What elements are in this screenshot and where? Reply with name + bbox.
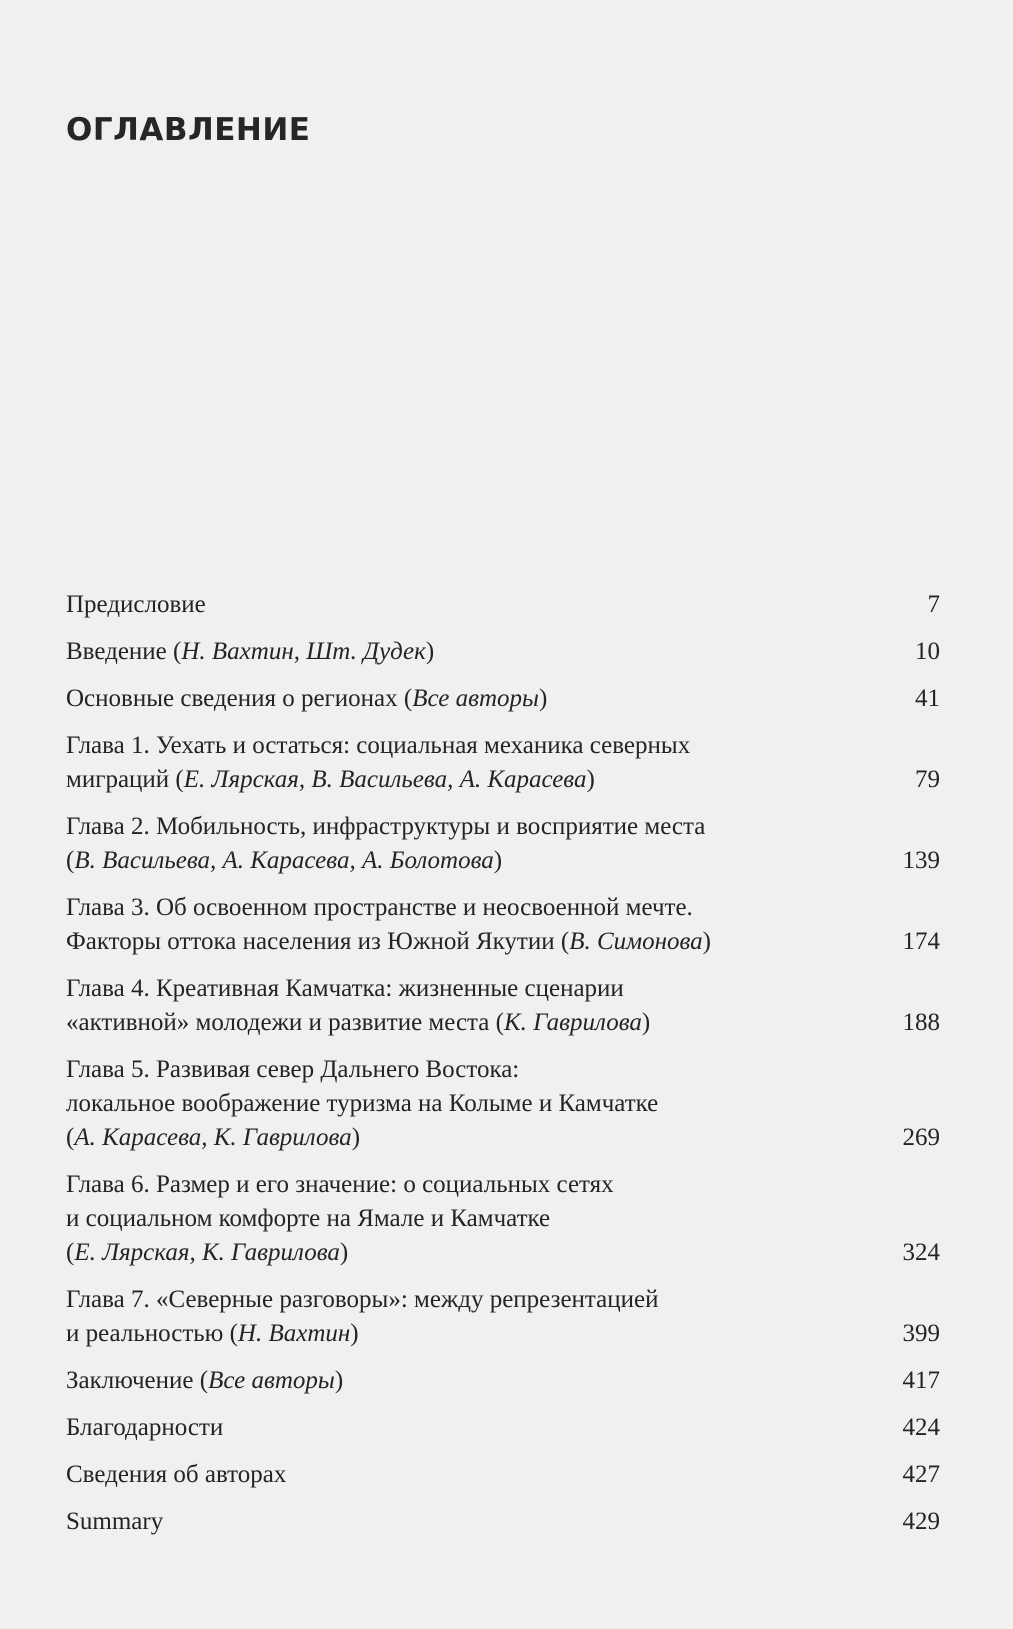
toc-entry-text: «активной» молодежи и развитие места ( <box>66 1009 504 1036</box>
toc-entry-title <box>66 729 860 797</box>
toc-page-number: 188 <box>902 1009 940 1036</box>
toc-entry-title <box>66 810 860 878</box>
toc-entry-line <box>66 1236 860 1270</box>
toc-entry-authors: Н. Вахтин, Шт. Дудек <box>181 638 426 665</box>
toc-entry <box>66 1364 940 1398</box>
toc-entry-closing-paren: ) <box>339 1239 349 1266</box>
toc-entry-authors: Все авторы <box>208 1367 335 1394</box>
toc-entry-line <box>66 1411 860 1445</box>
toc-entry-title <box>66 1053 860 1155</box>
toc-entry <box>66 972 940 1040</box>
toc-entry <box>66 1053 940 1155</box>
toc-entry-title <box>66 1364 860 1398</box>
toc-entry-line <box>66 1053 860 1087</box>
toc-entry-text: Предисловие <box>66 591 206 618</box>
toc-entry <box>66 682 940 716</box>
toc-entry <box>66 891 940 959</box>
toc-entry-line <box>66 844 860 878</box>
toc-entry-line <box>66 1202 860 1236</box>
toc-entry-title <box>66 972 860 1040</box>
toc-entry-closing-paren: ) <box>493 847 503 874</box>
toc-page-number: 427 <box>902 1461 940 1488</box>
toc-entry-authors: А. Карасева, К. Гаврилова <box>74 1124 352 1151</box>
toc-entry-text: Глава 3. Об освоенном пространстве и неосвоенной мечте. <box>66 894 693 921</box>
toc-entry <box>66 1458 940 1492</box>
toc-entry-text: Глава 6. Размер и его значение: о социальных сетях <box>66 1171 614 1198</box>
toc-entry-text: Заключение ( <box>66 1367 209 1394</box>
toc-entry-line <box>66 682 860 716</box>
toc-entry-title <box>66 1505 860 1539</box>
toc-entry-authors: Н. Вахтин <box>237 1320 351 1347</box>
toc-entry-authors: В. Симонова <box>569 928 703 955</box>
toc-entry-text: ( <box>66 847 75 874</box>
toc-entry-line <box>66 1121 860 1155</box>
toc-entry-line <box>66 1505 860 1539</box>
toc-entry-line <box>66 1006 860 1040</box>
toc-entry-authors: Е. Лярская, К. Гаврилова <box>74 1239 340 1266</box>
toc-entry-closing-paren: ) <box>350 1320 359 1347</box>
toc-entry <box>66 810 940 878</box>
toc-entry <box>66 588 940 622</box>
toc-entry-line <box>66 729 860 763</box>
table-of-contents <box>66 588 940 1552</box>
toc-entry-title <box>66 1411 860 1445</box>
toc-entry-line <box>66 1458 860 1492</box>
toc-entry <box>66 1283 940 1351</box>
toc-entry-line <box>66 763 860 797</box>
toc-page-number: 139 <box>902 847 940 874</box>
toc-entry-title <box>66 1458 860 1492</box>
toc-page-number: 174 <box>902 928 940 955</box>
toc-page-number: 429 <box>902 1508 940 1535</box>
toc-entry-title <box>66 588 860 622</box>
toc-entry-line <box>66 1283 860 1317</box>
toc-entry-line <box>66 588 860 622</box>
toc-entry-text: локальное воображение туризма на Колыме и Камчатке <box>66 1090 659 1117</box>
toc-entry-authors: Все авторы <box>412 685 539 712</box>
toc-entry-line <box>66 925 860 959</box>
toc-entry-line <box>66 635 860 669</box>
toc-entry-text: ( <box>66 1239 75 1266</box>
toc-entry-closing-paren: ) <box>425 638 435 665</box>
toc-entry-text: и реальностью ( <box>66 1320 238 1347</box>
toc-page-number: 79 <box>915 766 940 793</box>
toc-page-number: 424 <box>902 1414 940 1441</box>
toc-entry-closing-paren: ) <box>702 928 711 955</box>
toc-entry-closing-paren: ) <box>586 766 595 793</box>
toc-entry-text: Основные сведения о регионах ( <box>66 685 413 712</box>
toc-entry <box>66 1168 940 1270</box>
toc-entry-line <box>66 810 860 844</box>
toc-entry-title <box>66 635 860 669</box>
toc-entry-title <box>66 1283 860 1351</box>
toc-entry-closing-paren: ) <box>334 1367 344 1394</box>
toc-entry-text: Глава 1. Уехать и остаться: социальная механика северных <box>66 732 691 759</box>
toc-entry-authors: В. Васильева, А. Карасева, А. Болотова <box>74 847 494 874</box>
toc-entry-text: Благодарности <box>66 1414 224 1441</box>
toc-page-number: 7 <box>927 591 940 618</box>
toc-page-number: 269 <box>902 1124 940 1151</box>
toc-page-number: 417 <box>902 1367 940 1394</box>
toc-entry-text: Глава 5. Развивая север Дальнего Востока: <box>66 1056 520 1083</box>
toc-entry <box>66 729 940 797</box>
toc-page-number: 10 <box>915 638 940 665</box>
toc-entry-authors: Е. Лярская, В. Васильева, А. Карасева <box>183 766 587 793</box>
toc-entry-text: Глава 7. «Северные разговоры»: между репрезентацией <box>66 1286 659 1313</box>
toc-entry-authors: К. Гаврилова <box>503 1009 642 1036</box>
toc-entry <box>66 635 940 669</box>
toc-entry-text: ( <box>66 1124 75 1151</box>
toc-entry-text: миграций ( <box>66 766 184 793</box>
toc-entry-text: Глава 2. Мобильность, инфраструктуры и восприятие места <box>66 813 706 840</box>
toc-entry-text: Сведения об авторах <box>66 1461 287 1488</box>
toc-entry-text: Summary <box>66 1508 164 1535</box>
toc-entry-text: Факторы оттока населения из Южной Якутии ( <box>66 928 570 955</box>
toc-entry-title <box>66 1168 860 1270</box>
toc-entry-text: Глава 4. Креативная Камчатка: жизненные сценарии <box>66 975 624 1002</box>
toc-entry-line <box>66 891 860 925</box>
toc-entry-line <box>66 1317 860 1351</box>
toc-page-number: 324 <box>902 1239 940 1266</box>
toc-entry-line <box>66 972 860 1006</box>
toc-entry-closing-paren: ) <box>641 1009 651 1036</box>
toc-entry <box>66 1505 940 1539</box>
toc-entry-closing-paren: ) <box>351 1124 361 1151</box>
toc-entry <box>66 1411 940 1445</box>
toc-entry-closing-paren: ) <box>538 685 548 712</box>
toc-entry-text: и социальном комфорте на Ямале и Камчатке <box>66 1205 551 1232</box>
toc-entry-title <box>66 891 860 959</box>
toc-entry-line <box>66 1087 860 1121</box>
page-title: ОГЛАВЛЕНИЕ <box>66 112 311 148</box>
toc-entry-line <box>66 1364 860 1398</box>
toc-entry-line <box>66 1168 860 1202</box>
toc-page-number: 41 <box>915 685 940 712</box>
toc-entry-title <box>66 682 860 716</box>
toc-entry-text: Введение ( <box>66 638 182 665</box>
toc-page-number: 399 <box>902 1320 940 1347</box>
